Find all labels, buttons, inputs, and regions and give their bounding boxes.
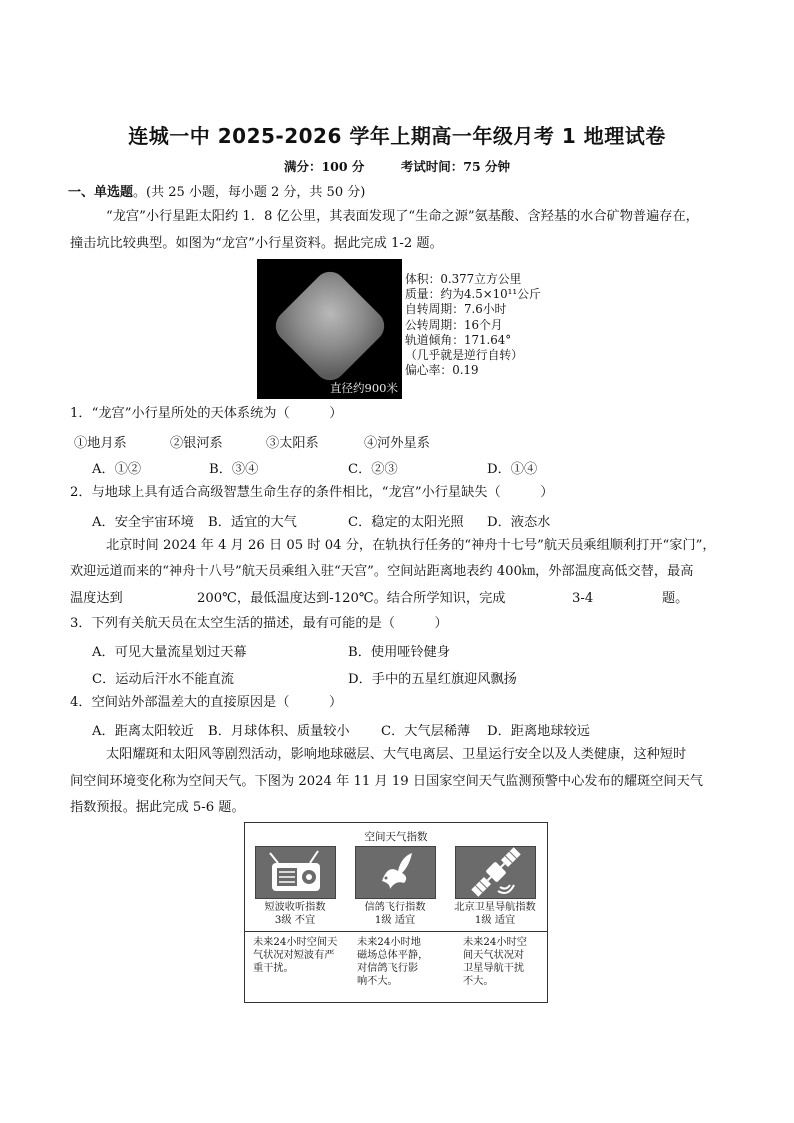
page-title: 连城一中 2025-2026 学年上期高一年级月考 1 地理试卷 xyxy=(128,124,666,148)
q2-option-a: A．安全宇宙环境 xyxy=(92,515,194,530)
q1-option-a: A．①② xyxy=(92,462,142,477)
q1-item-3: ③太阳系 xyxy=(266,436,319,451)
q1-item-1: ①地月系 xyxy=(74,436,127,451)
text-line: 响不大。 xyxy=(357,976,398,987)
text-line: 间天气状况对 xyxy=(463,950,525,961)
info-retrograde-note: （几乎就是逆行自转） xyxy=(405,348,523,363)
info-volume: 体积：0.377立方公里 xyxy=(405,272,522,286)
q4-option-c: C．大气层稀薄 xyxy=(381,724,471,739)
navigation-index-label xyxy=(447,901,543,927)
q1-item-4: ④河外星系 xyxy=(364,436,430,451)
info-eccentricity: 偏心率：0.19 xyxy=(405,363,479,378)
q2-option-c: C．稳定的太阳光照 xyxy=(348,515,464,530)
passage3-line3: 指数预报。据此完成 5-6 题。 xyxy=(70,800,245,815)
q3-option-c: C．运动后汗水不能直流 xyxy=(92,672,234,687)
section-heading xyxy=(68,184,365,202)
passage1-line2: 撞击坑比较典型。如图为“龙宫”小行星资料。据此完成 1-2 题。 xyxy=(70,236,443,251)
info-revolution: 公转周期：16个月 xyxy=(405,317,503,332)
question-3-stem: 3．下列有关航天员在太空生活的描述，最有可能的是（ ） xyxy=(70,616,448,631)
question-2-stem: 2．与地球上具有适合高级智慧生命生存的条件相比，“龙宫”小行星缺失（ ） xyxy=(70,485,554,500)
q2-option-d: D．液态水 xyxy=(487,515,551,530)
dove-icon xyxy=(355,846,436,899)
q4-option-a: A．距离太阳较近 xyxy=(92,724,194,739)
info-rotation: 自转周期：7.6小时 xyxy=(405,302,507,317)
text-line: 气状况对短波有严 xyxy=(253,950,335,961)
asteroid-info xyxy=(405,272,541,378)
full-score: 满分：100 分 xyxy=(283,159,365,174)
passage3-line1: 太阳耀斑和太阳风等剧烈活动，影响地球磁层、大气电离层、卫星运行安全以及人类健康，这种短时 xyxy=(106,747,687,762)
text-line: 重干扰。 xyxy=(253,963,294,974)
space-weather-panel xyxy=(244,822,548,1003)
navigation-index-level: 1级 适宜 xyxy=(474,915,516,926)
passage1-line1: “龙宫”小行星距太阳约 1．8 亿公里，其表面发现了“生命之源”氨基酸、含羟基的水合矿物普遍存在， xyxy=(106,209,699,224)
passage2-line3d: 题。 xyxy=(662,591,689,606)
panel-divider xyxy=(245,931,547,932)
question-4-stem: 4．空间站外部温差大的直接原因是（ ） xyxy=(70,695,343,710)
text-line: 卫星导航干扰 xyxy=(463,963,525,974)
question-1-stem: 1．“龙宫”小行星所处的天体系统为（ ） xyxy=(70,406,343,421)
panel-title: 空间天气指数 xyxy=(364,831,428,843)
shortwave-index-level: 3级 不宜 xyxy=(274,915,316,926)
text-line: 未来24小时地 xyxy=(357,937,421,948)
shortwave-index-label xyxy=(247,901,343,927)
pigeon-index-label xyxy=(347,901,443,927)
passage3-line2: 间空间环境变化称为空间天气。下图为 2024 年 11 月 19 日国家空间天气监测预警中心发布的耀斑空间天气 xyxy=(70,774,703,789)
exam-time: 考试时间：75 分钟 xyxy=(400,159,511,174)
passage2-line3a: 温度达到 xyxy=(70,591,123,606)
q3-option-b: B．使用哑铃健身 xyxy=(348,645,451,660)
q1-option-b: B．③④ xyxy=(209,462,259,477)
text-line: 未来24小时空 xyxy=(463,937,527,948)
section-label: 一、单选题 xyxy=(68,185,134,200)
info-inclination: 轨道倾角：171.64° xyxy=(405,332,512,347)
asteroid-photo xyxy=(257,259,402,399)
text-line: 对信鸽飞行影 xyxy=(357,963,419,974)
text-line: 未来24小时空间天 xyxy=(253,937,338,948)
pigeon-forecast-text xyxy=(357,936,445,988)
section-note: 。(共 25 小题，每小题 2 分，共 50 分) xyxy=(133,185,366,200)
radio-icon xyxy=(255,846,336,899)
info-mass: 质量：约为4.5×10¹¹公斤 xyxy=(405,287,541,302)
q1-item-2: ②银河系 xyxy=(170,436,223,451)
exam-meta xyxy=(0,157,794,175)
navigation-index-name: 北京卫星导航指数 xyxy=(454,902,536,913)
q3-option-a: A．可见大量流星划过天幕 xyxy=(92,645,247,660)
passage2-line3c: 3-4 xyxy=(572,591,594,606)
pigeon-index-name: 信鸽飞行指数 xyxy=(364,902,426,913)
satellite-icon xyxy=(455,846,536,899)
text-line: 磁场总体平静， xyxy=(357,950,429,961)
q1-option-c: C．②③ xyxy=(348,462,398,477)
shortwave-forecast-text xyxy=(253,936,341,975)
asteroid-diameter-caption: 直径约900米 xyxy=(330,381,398,395)
q2-option-b: B．适宜的大气 xyxy=(208,515,297,530)
passage2-line3b: 200℃，最低温度达到-120℃。结合所学知识，完成 xyxy=(197,591,506,606)
passage2-line2: 欢迎远道而来的“神舟十八号”航天员乘组入驻“天宫”。空间站距离地表约 400㎞，外部温度高低交替，最高 xyxy=(70,564,694,579)
passage2-line1: 北京时间 2024 年 4 月 26 日 05 时 04 分，在轨执行任务的“神舟十七号”航天员乘组顺利打开“家门”， xyxy=(106,538,716,553)
q4-option-b: B．月球体积、质量较小 xyxy=(208,724,350,739)
q1-option-d: D．①④ xyxy=(487,462,538,477)
q3-option-d: D．手中的五星红旗迎风飘扬 xyxy=(348,672,517,687)
q4-option-d: D．距离地球较远 xyxy=(487,724,590,739)
asteroid-image xyxy=(269,265,391,387)
pigeon-index-level: 1级 适宜 xyxy=(374,915,416,926)
text-line: 不大。 xyxy=(463,976,494,987)
shortwave-index-name: 短波收听指数 xyxy=(264,902,326,913)
navigation-forecast-text xyxy=(463,936,551,988)
